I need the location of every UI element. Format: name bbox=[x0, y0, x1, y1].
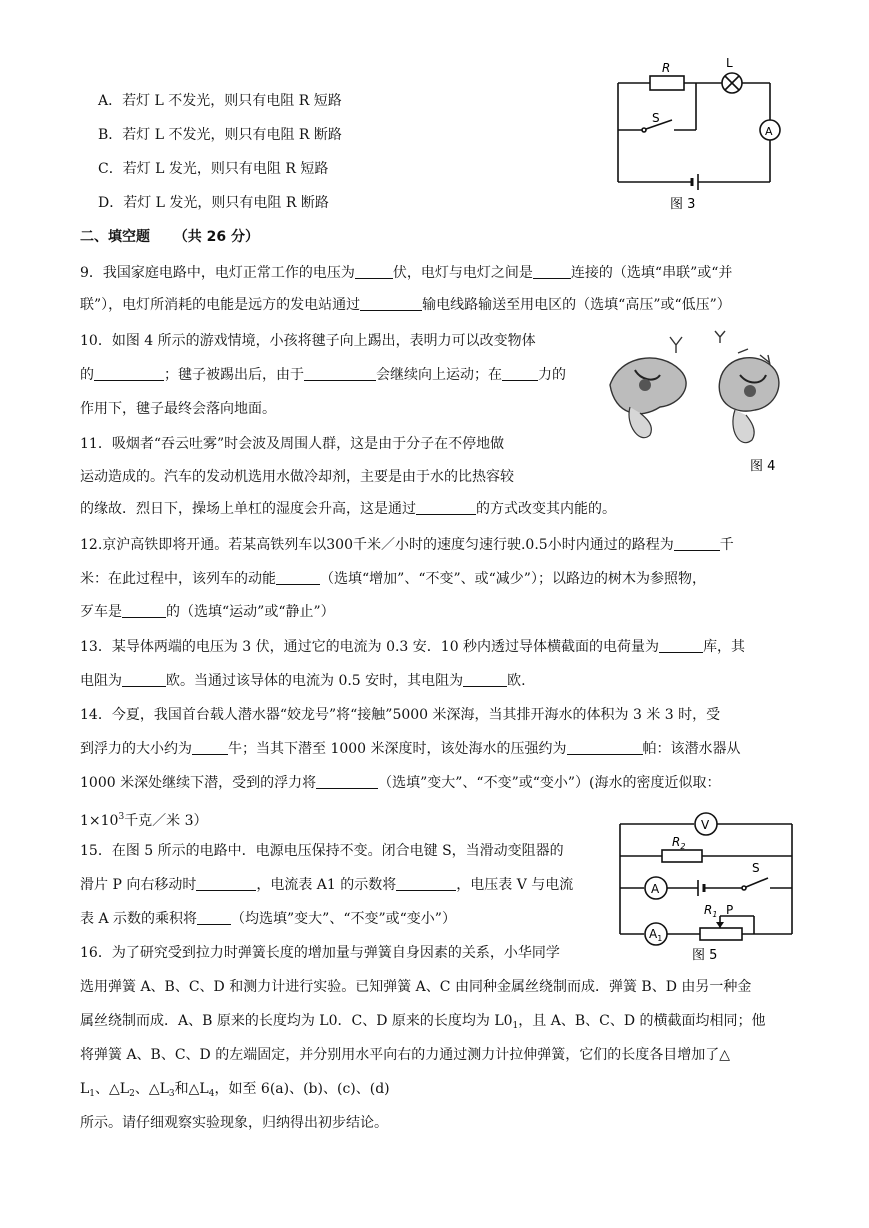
figure-3-circuit bbox=[610, 58, 790, 216]
q16-sub-e2: 1 bbox=[89, 1089, 96, 1099]
resistor-r2-symbol bbox=[662, 850, 702, 862]
q15-blank-1[interactable] bbox=[196, 876, 256, 891]
q15-text-f: （均选填”变大”、“不变”或“变小”） bbox=[231, 911, 456, 927]
option-b: B．若灯 L 不发光，则只有电阻 R 断路 bbox=[98, 127, 342, 143]
fig5-caption: 图 5 bbox=[692, 948, 718, 963]
q12-blank-2[interactable] bbox=[276, 570, 320, 585]
q14-line1: 14．今夏，我国首台载人潜水器“姣龙号”将“接触”5000 米深海，当其排开海水的体积为 3 米 3 时，受 bbox=[80, 707, 721, 723]
q9-blank-3[interactable] bbox=[360, 296, 422, 311]
q16-line1: 16．为了研究受到拉力时弹簧长度的增加量与弹簧自身因素的关系，小华同学 bbox=[80, 945, 560, 961]
fig5-label-v: V bbox=[701, 818, 710, 832]
q10-text-c: ；毽子被踢出后，由于 bbox=[164, 367, 304, 383]
q16-line4: 将弹簧 A、B、C、D 的左端固定，并分别用水平向右的力通过测力计拉伸弹簧，它们的长度各目增加了△ bbox=[80, 1047, 730, 1063]
q10-text-d: 会继续向上运动；在 bbox=[376, 367, 502, 383]
q16-text-e5: 、△L bbox=[134, 1081, 169, 1097]
rheostat-r1-symbol bbox=[700, 928, 742, 940]
q9-blank-1[interactable] bbox=[355, 264, 393, 279]
q9-text-a: 9．我国家庭电路中，电灯正常工作的电压为 bbox=[80, 265, 355, 281]
q13-line2 bbox=[80, 672, 526, 690]
figure-4-illustration bbox=[600, 325, 800, 475]
q12-text-e: 歹车是 bbox=[80, 604, 122, 620]
q10-blank-3[interactable] bbox=[502, 366, 538, 381]
q15-text-c: ，电流表 A1 的示数将 bbox=[256, 877, 397, 893]
q11-line3 bbox=[80, 500, 616, 518]
fig3-label-l: L bbox=[726, 58, 733, 70]
q14-text-f: （选填”变大”、“不变”或“变小”）(海水的密度近似取： bbox=[378, 775, 721, 791]
q16-text-e7: 和△L bbox=[174, 1081, 209, 1097]
q11-blank-1[interactable] bbox=[416, 500, 476, 515]
q14-density-exp: 3 bbox=[118, 812, 125, 822]
q13-text-d: 欧。当通过该导体的电流为 0.5 安时，其电阻为 bbox=[166, 673, 464, 689]
q15-line3 bbox=[80, 910, 456, 928]
q9-blank-2[interactable] bbox=[533, 264, 571, 279]
fig3-label-r: R bbox=[662, 61, 671, 75]
fig5-label-p: P bbox=[726, 903, 734, 917]
q14-blank-1[interactable] bbox=[192, 740, 228, 755]
q16-sub-c2: 1 bbox=[512, 1021, 519, 1031]
section-heading bbox=[80, 228, 259, 246]
q11-line1: 11．吸烟者“吞云吐雾”时会波及周围人群，这是由于分子在不停地做 bbox=[80, 436, 505, 452]
fig3-label-a: A bbox=[765, 125, 773, 138]
q11-line2: 运动造成的。汽车的发动机选用水做冷却剂，主要是由于水的比热容较 bbox=[80, 469, 514, 485]
q14-blank-2[interactable] bbox=[567, 740, 643, 755]
child-watching-icon bbox=[719, 358, 779, 443]
q13-blank-3[interactable] bbox=[463, 672, 507, 687]
q9-line2 bbox=[80, 296, 731, 314]
shuttlecock-icon bbox=[670, 337, 682, 353]
option-a: A．若灯 L 不发光，则只有电阻 R 短路 bbox=[98, 93, 342, 109]
q16-sub-e6: 3 bbox=[168, 1089, 175, 1099]
child-kicking-icon bbox=[610, 358, 686, 438]
fig4-caption: 图 4 bbox=[750, 459, 776, 474]
q12-text-f: 的（选填“运动”或“静止”） bbox=[166, 604, 335, 620]
q12-line1 bbox=[80, 536, 734, 554]
q9-line1 bbox=[80, 264, 732, 282]
q14-text-c: 牛；当其下潜至 1000 米深度时，该处海水的压强约为 bbox=[228, 741, 567, 757]
fig5-label-a1: $A_1$ bbox=[649, 927, 663, 943]
resistor-r-symbol bbox=[650, 76, 684, 90]
q12-text-c: 米：在此过程中，该列车的动能 bbox=[80, 571, 276, 587]
q10-line1: 10．如图 4 所示的游戏情境，小孩将毽子向上踢出，表明力可以改变物体 bbox=[80, 333, 536, 349]
q12-line3 bbox=[80, 603, 335, 621]
q14-density-base: 1×10 bbox=[80, 813, 119, 829]
q13-text-c: 电阻为 bbox=[80, 673, 122, 689]
option-c: C．若灯 L 发光，则只有电阻 R 短路 bbox=[98, 161, 329, 177]
q11-text-d: 的方式改变其内能的。 bbox=[476, 501, 616, 517]
q14-line3 bbox=[80, 774, 721, 792]
shuttlecock-icon-2 bbox=[715, 331, 725, 343]
fig3-caption: 图 3 bbox=[670, 197, 696, 212]
q15-blank-2[interactable] bbox=[396, 876, 456, 891]
q14-text-b: 到浮力的大小约为 bbox=[80, 741, 192, 757]
q14-text-e: 1000 米深处继续下潜，受到的浮力将 bbox=[80, 775, 317, 791]
q15-line1: 15．在图 5 所示的电路中．电源电压保持不变。闭合电键 S，当滑动变阻器的 bbox=[80, 843, 564, 859]
q13-text-b: 库，其 bbox=[703, 639, 746, 655]
q14-blank-3[interactable] bbox=[316, 774, 378, 789]
q16-text-c3: ，且 A、B、C、D 的横截面均相同；他 bbox=[518, 1013, 766, 1029]
q10-text-e: 力的 bbox=[538, 367, 566, 383]
q10-line3: 作用下，毽子最终会落向地面。 bbox=[80, 401, 276, 417]
q12-line2 bbox=[80, 570, 706, 588]
q12-text-b: 千 bbox=[719, 537, 734, 553]
q14-density-unit: 千克／米 3） bbox=[124, 813, 208, 829]
fig3-label-s: S bbox=[652, 111, 660, 125]
q12-text-a: 12.京沪高铁即将开通。若某高铁列车以300千米／小时的速度匀速行驶.0.5小时内通过的路程为 bbox=[80, 537, 674, 553]
q10-text-b: 的 bbox=[80, 367, 94, 383]
q14-text-d: 帕：该潜水器从 bbox=[642, 741, 741, 757]
section-score: （共 26 分） bbox=[173, 229, 259, 245]
q16-line6: 所示。请仔细观察实验现象，归纳得出初步结论。 bbox=[80, 1115, 388, 1131]
q13-text-a: 13．某导体两端的电压为 3 伏，通过它的电流为 0.3 安．10 秒内透过导体横截面的电荷量为 bbox=[80, 639, 660, 655]
q16-text-e9: ，如至 6(a)、(b)、(c)、(d) bbox=[214, 1081, 390, 1097]
q10-blank-1[interactable] bbox=[94, 366, 164, 381]
q16-text-e1: L bbox=[80, 1081, 90, 1097]
q14-line2 bbox=[80, 740, 741, 758]
q10-blank-2[interactable] bbox=[304, 366, 376, 381]
q16-sub-e4: 2 bbox=[129, 1089, 135, 1099]
q12-blank-3[interactable] bbox=[122, 603, 166, 618]
q11-text-c: 的缘故．烈日下，操场上单杠的湿度会升高，这是通过 bbox=[80, 501, 416, 517]
switch-s-contact bbox=[642, 128, 646, 132]
fig5-label-r2: $R_2$ bbox=[672, 835, 686, 851]
q9-text-d: 联”），电灯所消耗的电能是远方的发电站通过 bbox=[80, 297, 361, 313]
q16-text-e3: 、△L bbox=[95, 1081, 130, 1097]
fig5-label-s: S bbox=[752, 861, 760, 875]
q12-text-d: （选填“增加”、“不变”、或“减少”）；以路边的树木为参照物， bbox=[320, 571, 706, 587]
q9-text-b: 伏，电灯与电灯之间是 bbox=[392, 265, 533, 281]
q16-sub-e8: 4 bbox=[208, 1089, 215, 1099]
q15-text-b: 滑片 P 向右移动时 bbox=[80, 877, 197, 893]
q16-line3 bbox=[80, 1012, 766, 1035]
switch-s-lever bbox=[746, 878, 768, 887]
q16-line2: 选用弹簧 A、B、C、D 和测力计进行实验。已知弹簧 A、C 由同种金属丝绕制而成．弹簧 B、D 由另一种金 bbox=[80, 979, 752, 995]
q15-blank-3[interactable] bbox=[197, 910, 231, 925]
q15-text-d: ，电压表 V 与电流 bbox=[456, 877, 574, 893]
q10-line2 bbox=[80, 366, 566, 384]
q16-line5 bbox=[80, 1080, 390, 1103]
q16-text-c1: 属丝绕制而成．A、B 原来的长度均为 L0．C、D 原来的长度均为 L0 bbox=[80, 1013, 513, 1029]
q15-line2 bbox=[80, 876, 573, 894]
q14-line4 bbox=[80, 808, 208, 830]
q9-text-e: 输电线路输送至用电区的（选填“高压”或“低压”） bbox=[422, 297, 731, 313]
fig5-label-a: A bbox=[651, 882, 660, 896]
q15-text-e: 表 A 示数的乘积将 bbox=[80, 911, 198, 927]
fig5-label-r1: $R_1$ bbox=[704, 903, 718, 919]
figure-5-circuit bbox=[612, 812, 798, 964]
q13-line1 bbox=[80, 638, 745, 656]
section-title: 二、填空题 bbox=[80, 229, 150, 245]
switch-s-contact bbox=[742, 886, 746, 890]
q13-blank-1[interactable] bbox=[659, 638, 703, 653]
option-d: D．若灯 L 发光，则只有电阻 R 断路 bbox=[98, 195, 329, 211]
q9-text-c: 连接的（选填“串联”或“并 bbox=[570, 265, 733, 281]
q13-blank-2[interactable] bbox=[122, 672, 166, 687]
q13-text-e: 欧. bbox=[507, 673, 526, 689]
q12-blank-1[interactable] bbox=[674, 536, 720, 551]
